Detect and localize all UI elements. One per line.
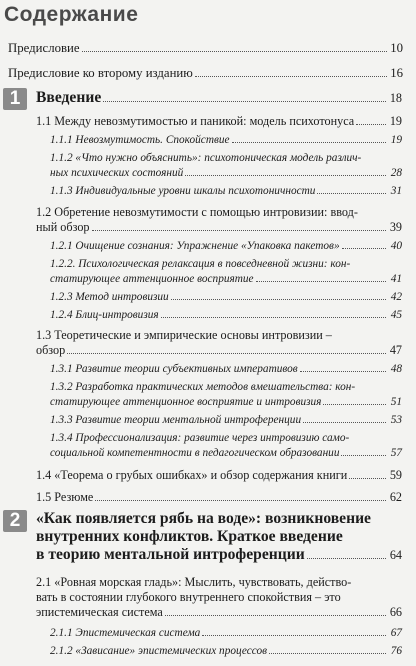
entry-label: 1.2.4 Блиц-интровизия — [50, 309, 159, 321]
entry-page: 42 — [390, 291, 402, 303]
entry-page: 16 — [390, 66, 403, 80]
entry-label: обзор — [36, 343, 66, 357]
entry-page: 47 — [389, 343, 402, 357]
toc-entry[interactable] — [50, 308, 402, 323]
entry-label: 1.3.3 Развитие теории ментальной интроференции — [50, 414, 302, 426]
chapter-title: Введение — [36, 89, 102, 106]
toc-entry[interactable] — [36, 468, 402, 483]
entry-page: 62 — [389, 490, 402, 504]
entry-label: 1.1.2 «Что нужно объяснить»: психотоническая модель различ- — [50, 152, 362, 164]
entry-label: Предисловие — [8, 41, 80, 55]
entry-label: 1.3.2 Разработка практических методов вмешательства: кон- — [50, 381, 356, 393]
entry-page: 18 — [389, 91, 402, 105]
entry-label: ных психических состояний — [50, 167, 184, 179]
toc-entry[interactable] — [50, 431, 402, 461]
entry-label: 1.2.2. Психологическая релаксация в повседневной жизни: кон- — [50, 258, 351, 270]
toc-entry-preface[interactable] — [8, 41, 403, 56]
entry-label: 1.3 Теоретические и эмпирические основы интровизии – — [36, 328, 332, 342]
entry-page: 41 — [390, 273, 402, 285]
toc-entry[interactable] — [36, 114, 402, 129]
entry-label: 2.1.2 «Зависание» эпистемических процессов — [50, 645, 268, 657]
toc-entry[interactable] — [50, 362, 402, 377]
entry-page: 31 — [390, 185, 402, 197]
toc-entry[interactable] — [50, 626, 402, 641]
entry-page: 51 — [390, 396, 402, 408]
entry-page: 48 — [390, 363, 402, 375]
toc-entry[interactable] — [50, 239, 402, 254]
page-title: Содержание — [4, 3, 139, 26]
toc-entry[interactable] — [50, 133, 402, 148]
chapter-number-badge: 1 — [3, 88, 27, 110]
entry-page: 19 — [389, 114, 402, 128]
entry-label: 1.5 Резюме — [36, 490, 94, 504]
toc-entry[interactable] — [50, 413, 402, 428]
entry-label: статирующее аттенционное восприятие — [50, 273, 254, 285]
entry-page: 28 — [390, 167, 402, 179]
entry-label: 1.4 «Теорема о грубых ошибках» и обзор содержания книги — [36, 468, 348, 482]
entry-page: 67 — [390, 627, 402, 639]
chapter-title-line: внутренних конфликтов. Краткое введение — [36, 528, 343, 545]
chapter-1-title-row[interactable] — [36, 90, 402, 106]
entry-label: 1.3.4 Профессионализация: развитие через интровизию само- — [50, 432, 350, 444]
entry-page: 57 — [390, 447, 402, 459]
entry-page: 59 — [389, 468, 402, 482]
toc-entry[interactable] — [50, 184, 402, 199]
entry-label: 1.2 Обретение невозмутимости с помощью интровизии: ввод- — [36, 205, 358, 219]
toc-entry[interactable] — [50, 290, 402, 305]
entry-page: 45 — [390, 309, 402, 321]
toc-entry[interactable] — [50, 151, 402, 181]
toc-entry[interactable] — [36, 490, 402, 505]
entry-label: 2.1 «Ровная морская гладь»: Мыслить, чувствовать, действо- — [36, 575, 352, 589]
entry-label: 1.2.1 Очищение сознания: Упражнение «Упаковка пакетов» — [50, 240, 340, 252]
entry-page: 40 — [390, 240, 402, 252]
entry-label: 2.1.1 Эпистемическая система — [50, 627, 201, 639]
entry-page: 76 — [390, 645, 402, 657]
chapter-2-title[interactable] — [36, 510, 402, 564]
toc-entry[interactable] — [36, 328, 402, 358]
entry-label: 1.2.3 Метод интровизии — [50, 291, 169, 303]
entry-label: 1.1.3 Индивидуальные уровни шкалы психотоничности — [50, 185, 316, 197]
toc-entry[interactable] — [50, 257, 402, 287]
toc-entry[interactable] — [36, 575, 402, 620]
entry-label: Предисловие ко второму изданию — [8, 66, 193, 80]
chapter-2-heading[interactable] — [3, 510, 27, 532]
entry-label: ный обзор — [36, 220, 90, 234]
chapter-number-badge: 2 — [3, 510, 27, 532]
toc-entry-preface-2nd[interactable] — [8, 66, 403, 81]
entry-label: социальной компетентности в педагогическом образовании — [50, 447, 340, 459]
entry-page: 64 — [389, 548, 402, 562]
entry-page: 19 — [390, 134, 402, 146]
toc-entry[interactable] — [36, 205, 402, 235]
toc-entry[interactable] — [50, 380, 402, 410]
toc-entry[interactable] — [50, 644, 402, 659]
chapter-title-line: «Как появляется рябь на воде»: возникновение — [36, 510, 371, 527]
entry-label: статирующее аттенционное восприятие и интровизия — [50, 396, 322, 408]
entry-label: эпистемическая система — [36, 605, 163, 619]
entry-page: 53 — [390, 414, 402, 426]
chapter-1-heading[interactable] — [3, 88, 27, 110]
entry-page: 10 — [390, 41, 403, 55]
entry-label: 1.3.1 Развитие теории субъективных императивов — [50, 363, 298, 375]
entry-page: 66 — [389, 605, 402, 619]
entry-label: вать в состоянии глубокого внутреннего спокойствия – это — [36, 590, 341, 604]
entry-label: 1.1 Между невозмутимостью и паникой: модель психотонуса — [36, 114, 355, 128]
entry-label: 1.1.1 Невозмутимость. Спокойствие — [50, 134, 230, 146]
entry-page: 39 — [389, 220, 402, 234]
chapter-title-line: в теорию ментальной интроференции — [36, 546, 305, 563]
